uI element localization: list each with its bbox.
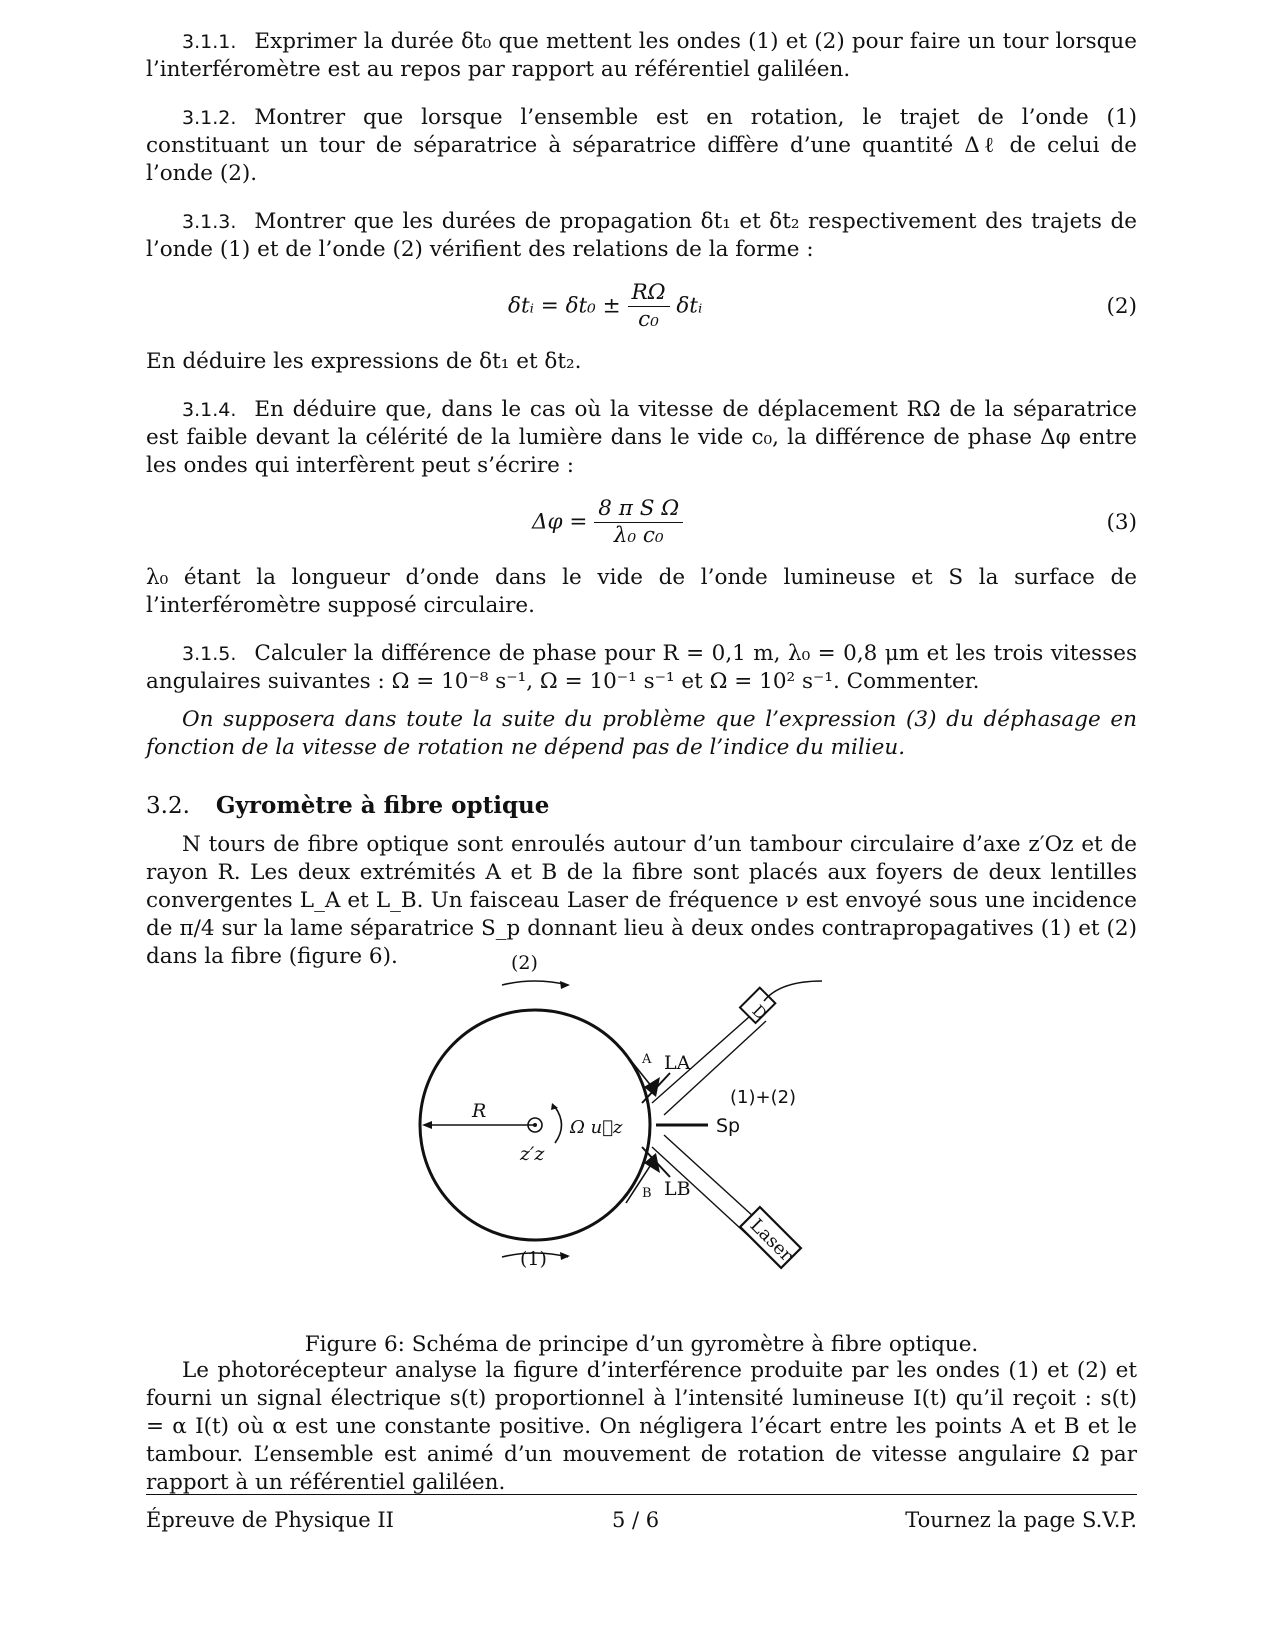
intro-paragraph: N tours de fibre optique sont enroulés autour d’un tambour circulaire d’axe z′Oz et de rayon R. Les deux extrémités A et B de la fibre sont placés aux foyers de deux lentilles convergentes L_A et L_B. Un faisceau Laser de fréquence ν est envoyé sous une incidence de π/4 sur la lame séparatrice S_p donnant lieu à deux ondes contrapropagatives (1) et (2) dans la fibre (figure 6). (146, 832, 1137, 969)
radius-arrowhead (422, 1121, 432, 1129)
footer-right: Tournez la page S.V.P. (905, 1508, 1137, 1532)
question-text: En déduire que, dans le cas où la vitesse de déplacement RΩ de la séparatrice est faible devant la célérité de la lumière dans le vide c₀, la différence de phase Δφ entre les ondes qui interfèrent peut s’écrire : (146, 397, 1137, 478)
equation-fraction (594, 496, 683, 549)
wave2-label: (2) (511, 952, 538, 974)
separator-label: Sp (716, 1115, 741, 1137)
axis-dot (533, 1123, 537, 1127)
equation-label: (2) (1106, 294, 1137, 319)
italic-note: On supposera dans toute la suite du problème que l’expression (3) du déphasage en fonction de la vitesse de rotation ne dépend pas de l’indice du milieu. (146, 707, 1137, 760)
deduce-expressions: En déduire les expressions de δt₁ et δt₂. (146, 349, 582, 374)
equation-lhs: δtᵢ = δt₀ ± (508, 293, 621, 319)
question-number: 3.1.1. (182, 31, 237, 53)
figure-caption: Figure 6: Schéma de principe d’un gyromètre à fibre optique. (304, 1331, 979, 1357)
equation-fraction (628, 280, 670, 333)
question-3-1-2 (146, 104, 1137, 188)
laser-label: Laser (745, 1214, 797, 1266)
equation-2 (146, 274, 1137, 344)
footer-rule (146, 1494, 1137, 1495)
lambda-definition: λ₀ étant la longueur d’onde dans le vide de l’onde lumineuse et S la surface de l’interféromètre supposé circulaire. (146, 565, 1137, 618)
equation-label: (3) (1106, 510, 1137, 535)
question-number: 3.1.4. (182, 399, 237, 421)
question-text: Montrer que lorsque l’ensemble est en rotation, le trajet de l’onde (1) constituant un tour de séparatrice à séparatrice diffère d’une quantité Δℓ de celui de l’onde (2). (146, 105, 1137, 186)
question-number: 3.1.5. (182, 643, 237, 665)
fraction-denominator: c₀ (638, 307, 659, 332)
detector-label: D (748, 1001, 771, 1024)
point-a-label: A (642, 1052, 652, 1067)
section-heading (146, 792, 1137, 819)
rotation-label: Ω u⃗z (570, 1117, 623, 1138)
axis-label: z′z (520, 1143, 545, 1165)
fraction-numerator: 8 π S Ω (594, 496, 683, 523)
wave2-arrowhead (560, 981, 570, 989)
question-number: 3.1.2. (182, 107, 237, 129)
question-text: Exprimer la durée δt₀ que mettent les ondes (1) et (2) pour faire un tour lorsque l’interféromètre est au repos par rapport au référentiel galiléen. (146, 29, 1137, 82)
page-number: 5 / 6 (612, 1508, 660, 1532)
equation-rhs: δtᵢ (676, 293, 703, 319)
equation-lhs: Δφ = (532, 509, 588, 535)
section-number: 3.2. (146, 793, 190, 819)
footer-left: Épreuve de Physique II (146, 1508, 394, 1532)
wave2-arrow (502, 981, 568, 985)
combined-wave-label: (1)+(2) (730, 1087, 797, 1108)
wave1-arrowhead (560, 1252, 570, 1260)
question-3-1-4 (146, 396, 1137, 480)
detector-cable (764, 981, 822, 1001)
wave1-label: (1) (520, 1248, 547, 1270)
fraction-denominator: λ₀ c₀ (613, 523, 664, 548)
question-text: Calculer la différence de phase pour R = 0,1 m, λ₀ = 0,8 μm et les trois vitesses angulaires suivantes : Ω = 10⁻⁸ s⁻¹, Ω = 10⁻¹ s⁻¹ et Ω = 10² s⁻¹. Commenter. (146, 641, 1137, 694)
question-number: 3.1.3. (182, 211, 237, 233)
question-3-1-3 (146, 208, 1137, 264)
gyrometer-diagram (420, 952, 820, 1275)
rotation-arrow (555, 1107, 562, 1143)
page-content (146, 24, 1137, 971)
equation-3 (146, 490, 1137, 560)
laser-source (740, 1207, 801, 1268)
lens-a-label: LA (664, 1052, 691, 1074)
question-3-1-5 (146, 640, 1137, 696)
point-b-label: B (642, 1186, 652, 1201)
section-title: Gyromètre à fibre optique (215, 792, 550, 819)
closing-paragraph: Le photorécepteur analyse la figure d’interférence produite par les ondes (1) et (2) et fourni un signal électrique s(t) proportionnel à l’intensité lumineuse I(t) qu’il reçoit : s(t) = α I(t) où α est une constante positive. On négligera l’écart entre les points A et B et le tambour. L’ensemble est animé d’un mouvement de rotation de vitesse angulaire Ω par rapport à un référentiel galiléen. (146, 1358, 1137, 1495)
question-3-1-1 (146, 28, 1137, 84)
lens-b-label: LB (664, 1178, 691, 1200)
question-text: Montrer que les durées de propagation δt₁ et δt₂ respectivement des trajets de l’onde (1) et de l’onde (2) vérifient des relations de la forme : (146, 209, 1137, 262)
radius-label: R (472, 1100, 487, 1122)
fraction-numerator: RΩ (628, 280, 670, 307)
